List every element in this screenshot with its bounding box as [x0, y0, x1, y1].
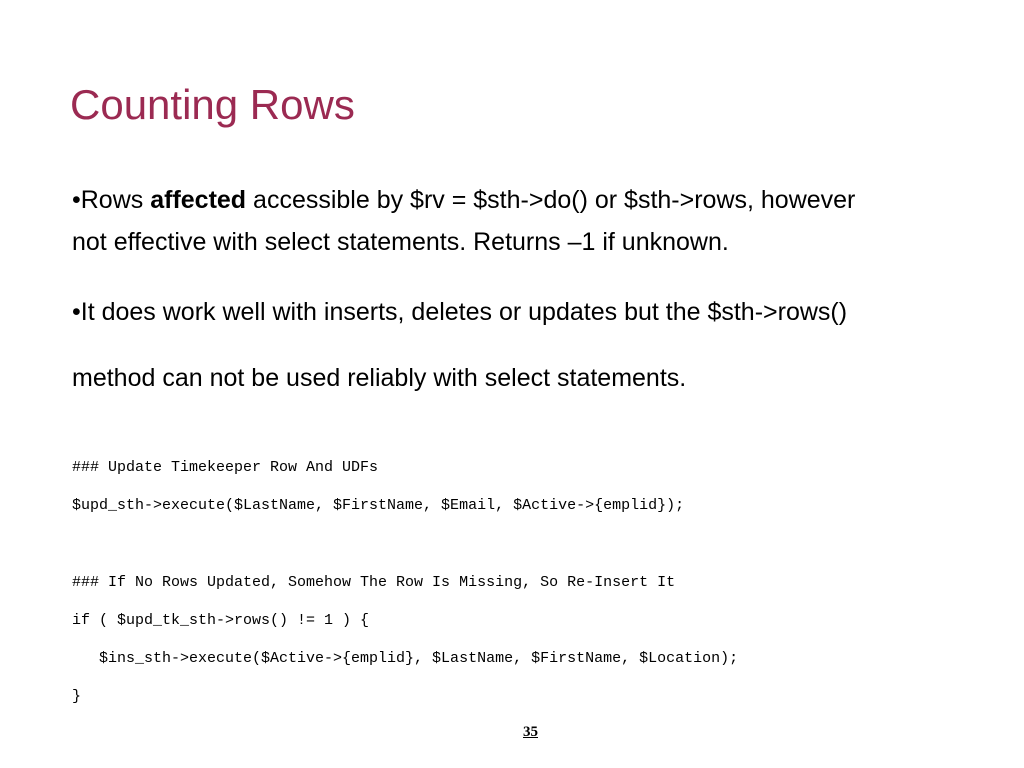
- code-line-close-brace: }: [72, 688, 82, 705]
- code-line-if: if ( $upd_tk_sth->rows() != 1 ) {: [72, 612, 370, 629]
- bullet-1-line-2: not effective with select statements. Returns –1 if unknown.: [72, 228, 729, 256]
- bullet-1-line-1: [72, 186, 855, 215]
- page-number: 35: [523, 724, 538, 740]
- bullet-1-prefix: •Rows: [72, 186, 151, 214]
- code-line-execute-update: $upd_sth->execute($LastName, $FirstName, $Email, $Active->{emplid});: [72, 497, 685, 514]
- bullet-2-line-2: method can not be used reliably with select statements.: [72, 364, 687, 392]
- code-line-execute-insert: $ins_sth->execute($Active->{emplid}, $LastName, $FirstName, $Location);: [72, 650, 739, 667]
- code-comment-reinsert: ### If No Rows Updated, Somehow The Row Is Missing, So Re-Insert It: [72, 574, 676, 591]
- bullet-1-suffix: accessible by $rv = $sth->do() or $sth->rows, however: [246, 186, 856, 214]
- slide-title: Counting Rows: [70, 81, 355, 128]
- bullet-1-bold-word: affected: [150, 186, 247, 214]
- code-comment-update: ### Update Timekeeper Row And UDFs: [72, 459, 379, 476]
- bullet-2-line-1: •It does work well with inserts, deletes or updates but the $sth->rows(): [72, 298, 848, 326]
